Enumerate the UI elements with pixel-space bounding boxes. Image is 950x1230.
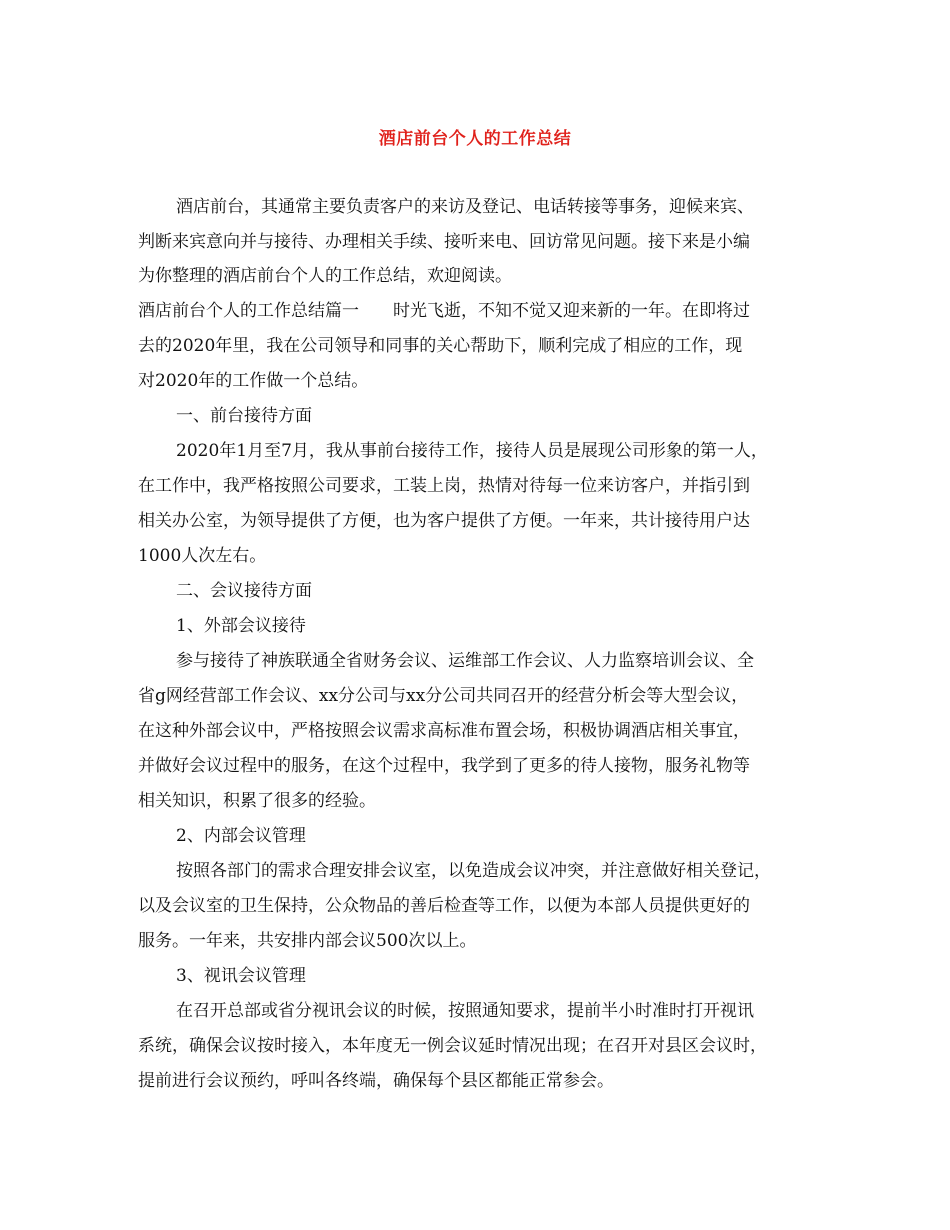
body-line: 相关知识，积累了很多的经验。 (138, 791, 376, 811)
section-heading: 二、会议接待方面 (176, 581, 312, 601)
body-line: 提前进行会议预约，呼叫各终端，确保每个县区都能正常参会。 (138, 1071, 614, 1091)
section-heading: 一、前台接待方面 (176, 406, 312, 426)
body-line: 在这种外部会议中，严格按照会议需求高标准布置会场，积极协调酒店相关事宜， (138, 721, 750, 741)
body-line: 以及会议室的卫生保持，公众物品的善后检查等工作，以便为本部人员提供更好的 (138, 896, 750, 916)
subsection-heading: 3、视讯会议管理 (176, 966, 306, 986)
body-line: 参与接待了神族联通全省财务会议、运维部工作会议、人力监察培训会议、全 (176, 651, 754, 671)
document-title: 酒店前台个人的工作总结 (378, 129, 572, 149)
body-line: 省g网经营部工作会议、xx分公司与xx分公司共同召开的经营分析会等大型会议， (138, 686, 749, 706)
body-line: 判断来宾意向并与接待、办理相关手续、接听来电、回访常见问题。接下来是小编 (138, 232, 750, 252)
body-line: 酒店前台，其通常主要负责客户的来访及登记、电话转接等事务，迎候来宾、 (176, 197, 754, 217)
body-line: 2020年1月至7月，我从事前台接待工作，接待人员是展现公司形象的第一人， (176, 441, 768, 461)
body-line: 1000人次左右。 (138, 546, 267, 566)
body-line: 系统，确保会议按时接入，本年度无一例会议延时情况出现；在召开对县区会议时， (138, 1036, 767, 1056)
body-line: 在工作中，我严格按照公司要求，工装上岗，热情对待每一位来访客户，并指引到 (138, 476, 750, 496)
body-line: 相关办公室，为领导提供了方便，也为客户提供了方便。一年来，共计接待用户达 (138, 511, 750, 531)
body-line: 按照各部门的需求合理安排会议室，以免造成会议冲突，并注意做好相关登记， (176, 861, 771, 881)
subsection-heading: 1、外部会议接待 (176, 616, 306, 636)
body-line: 去的2020年里，我在公司领导和同事的关心帮助下，顺利完成了相应的工作，现 (138, 336, 743, 356)
body-line: 在召开总部或省分视讯会议的时候，按照通知要求，提前半小时准时打开视讯 (176, 1001, 754, 1021)
body-line: 为你整理的酒店前台个人的工作总结，欢迎阅读。 (138, 266, 512, 286)
body-line: 对2020年的工作做一个总结。 (138, 371, 369, 391)
subsection-heading: 2、内部会议管理 (176, 826, 306, 846)
body-line: 服务。一年来，共安排内部会议500次以上。 (138, 931, 477, 951)
body-line: 并做好会议过程中的服务，在这个过程中，我学到了更多的待人接物，服务礼物等 (138, 756, 750, 776)
section-heading-line: 酒店前台个人的工作总结篇一 时光飞逝，不知不觉又迎来新的一年。在即将过 (138, 301, 750, 321)
